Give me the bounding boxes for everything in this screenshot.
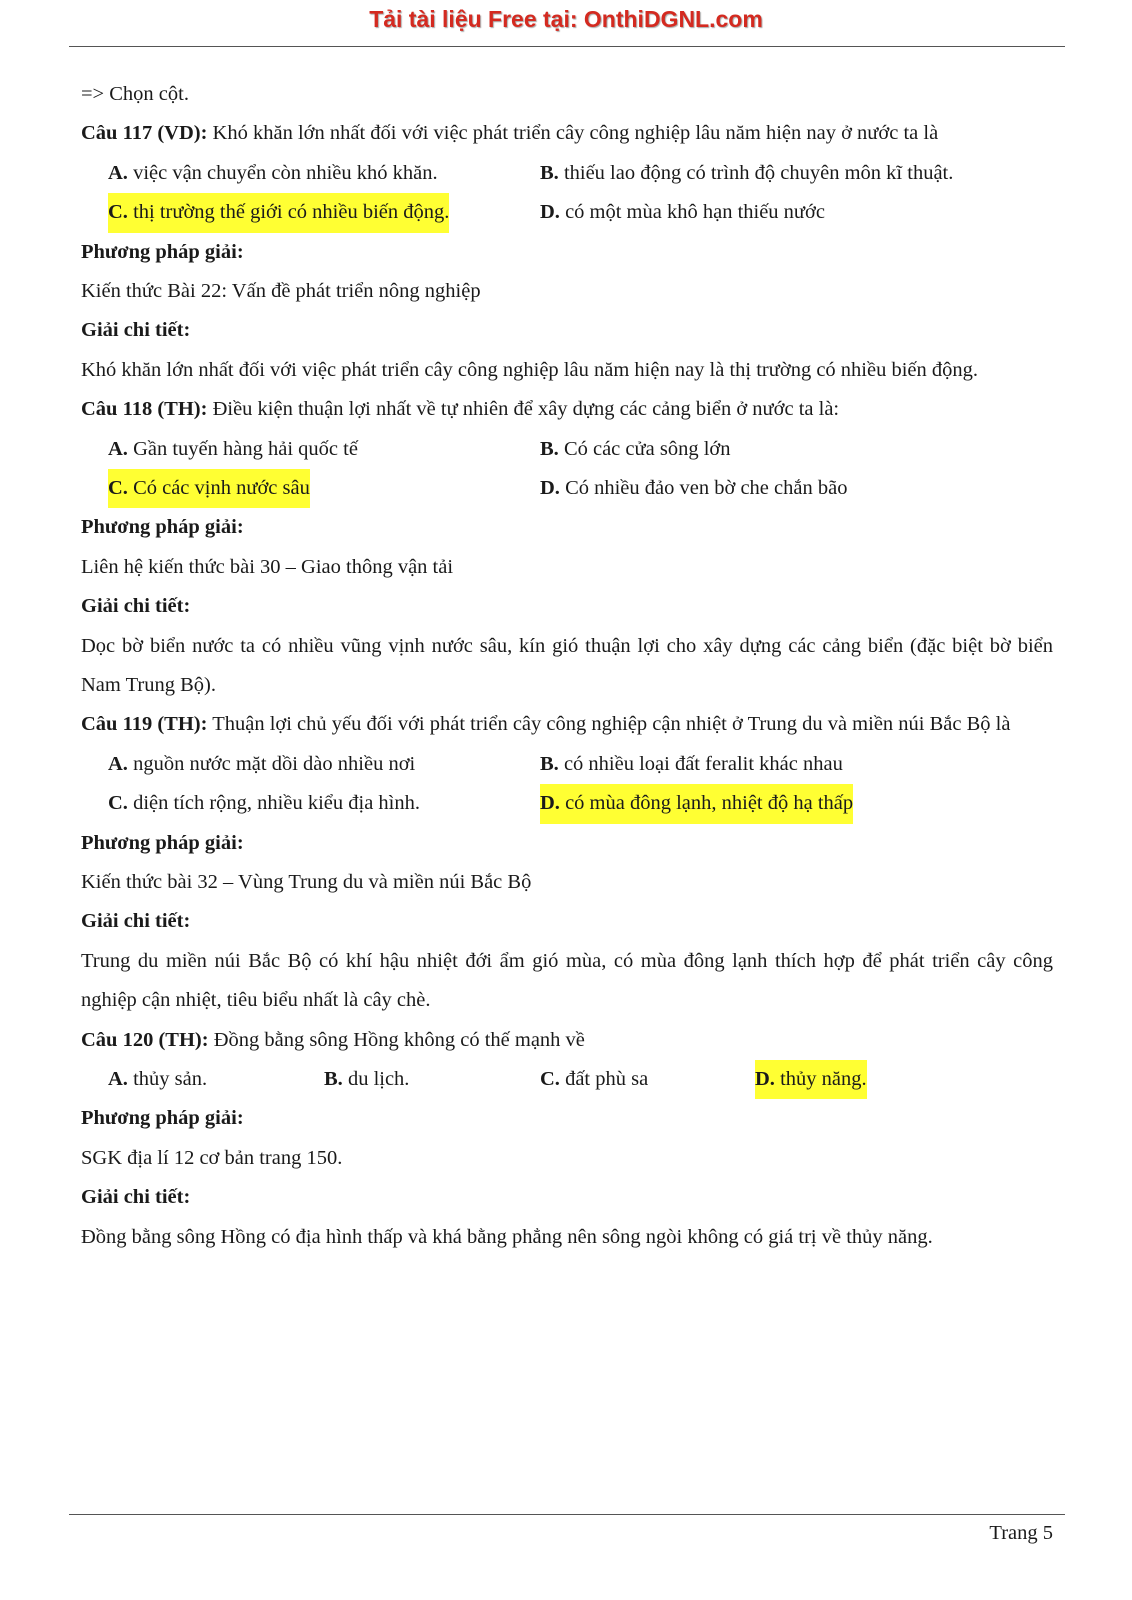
question-117 [81,114,1053,153]
method-text: Liên hệ kiến thức bài 30 – Giao thông vận tải [81,555,454,578]
question-118 [81,390,1053,429]
options-row [81,193,1053,232]
detail-heading: Giải chi tiết: [81,595,191,618]
intro-text: => Chọn cột. [81,83,189,105]
option-b: B. thiếu lao động có trình độ chuyên môn kĩ thuật. [540,161,954,184]
option-d-correct: D. thủy năng. [755,1060,867,1099]
option-b: B. có nhiều loại đất feralit khác nhau [540,752,843,775]
detail-text: Khó khăn lớn nhất đối với việc phát triển cây công nghiệp lâu năm hiện nay là thị trường có nhiều biến động. [81,358,979,381]
options-row [81,784,1053,823]
method-text: Kiến thức Bài 22: Vấn đề phát triển nông nghiệp [81,280,481,302]
question-text: Khó khăn lớn nhất đối với việc phát triển cây công nghiệp lâu năm hiện nay ở nước ta là [207,122,939,145]
footer-divider [69,1514,1065,1515]
option-a: A. nguồn nước mặt dồi dào nhiều nơi [108,752,416,775]
option-a: A. việc vận chuyển còn nhiều khó khăn. [108,161,438,184]
option-a: A. Gần tuyến hàng hải quốc tế [108,437,358,460]
method-heading: Phương pháp giải: [81,516,244,539]
option-d-correct: D. có mùa đông lạnh, nhiệt độ hạ thấp [540,784,853,823]
site-header-link[interactable]: Tải tài liệu Free tại: OnthiDGNL.com [369,6,763,32]
option-c: C. diện tích rộng, nhiều kiểu địa hình. [108,792,421,815]
detail-heading: Giải chi tiết: [81,1186,191,1209]
detail-heading: Giải chi tiết: [81,319,191,342]
method-heading: Phương pháp giải: [81,1107,244,1130]
detail-text: Đồng bằng sông Hồng có địa hình thấp và khá bằng phẳng nên sông ngòi không có giá trị về thủy năng. [81,1225,933,1248]
option-d: D. Có nhiều đảo ven bờ che chắn bão [540,477,848,500]
options-row [81,430,1053,469]
option-b: B. du lịch. [324,1068,410,1091]
detail-heading: Giải chi tiết: [81,910,191,933]
question-text: Thuận lợi chủ yếu đối với phát triển cây công nghiệp cận nhiệt ở Trung du và miền núi Bắc Bộ là [207,713,1011,736]
method-text: SGK địa lí 12 cơ bản trang 150. [81,1146,343,1169]
question-119 [81,705,1053,744]
header-divider [69,46,1065,47]
options-row [81,745,1053,784]
question-label: Câu 119 (TH): [81,713,208,736]
method-heading: Phương pháp giải: [81,240,244,263]
option-d: D. có một mùa khô hạn thiếu nước [540,201,825,224]
option-a: A. thủy sản. [108,1068,208,1091]
detail-text: Trung du miền núi Bắc Bộ có khí hậu nhiệt đới ẩm gió mùa, có mùa đông lạnh thích hợp để phát triển cây công nghiệp cận nhiệt, tiêu biểu nhất là cây chè. [81,949,1053,1012]
question-text: Điều kiện thuận lợi nhất về tự nhiên để xây dựng các cảng biển ở nước ta là: [207,398,840,421]
option-c-correct: C. Có các vịnh nước sâu [108,469,310,508]
options-row [81,154,1053,193]
option-c-correct: C. thị trường thế giới có nhiều biến động. [108,193,449,232]
method-text: Kiến thức bài 32 – Vùng Trung du và miền núi Bắc Bộ [81,871,532,894]
question-120 [81,1021,1053,1060]
question-label: Câu 118 (TH): [81,398,208,421]
question-text: Đồng bằng sông Hồng không có thế mạnh về [208,1028,585,1051]
document-body [81,75,1053,1257]
option-b: B. Có các cửa sông lớn [540,437,731,460]
question-label: Câu 117 (VD): [81,122,208,145]
options-row [81,469,1053,508]
page-number: Trang 5 [989,1522,1053,1544]
option-c: C. đất phù sa [540,1068,649,1091]
method-heading: Phương pháp giải: [81,831,244,854]
question-label: Câu 120 (TH): [81,1028,209,1051]
detail-text: Dọc bờ biển nước ta có nhiều vũng vịnh nước sâu, kín gió thuận lợi cho xây dựng các cảng biển (đặc biệt bờ biển Nam Trung Bộ). [81,634,1053,697]
options-row [81,1060,1053,1099]
